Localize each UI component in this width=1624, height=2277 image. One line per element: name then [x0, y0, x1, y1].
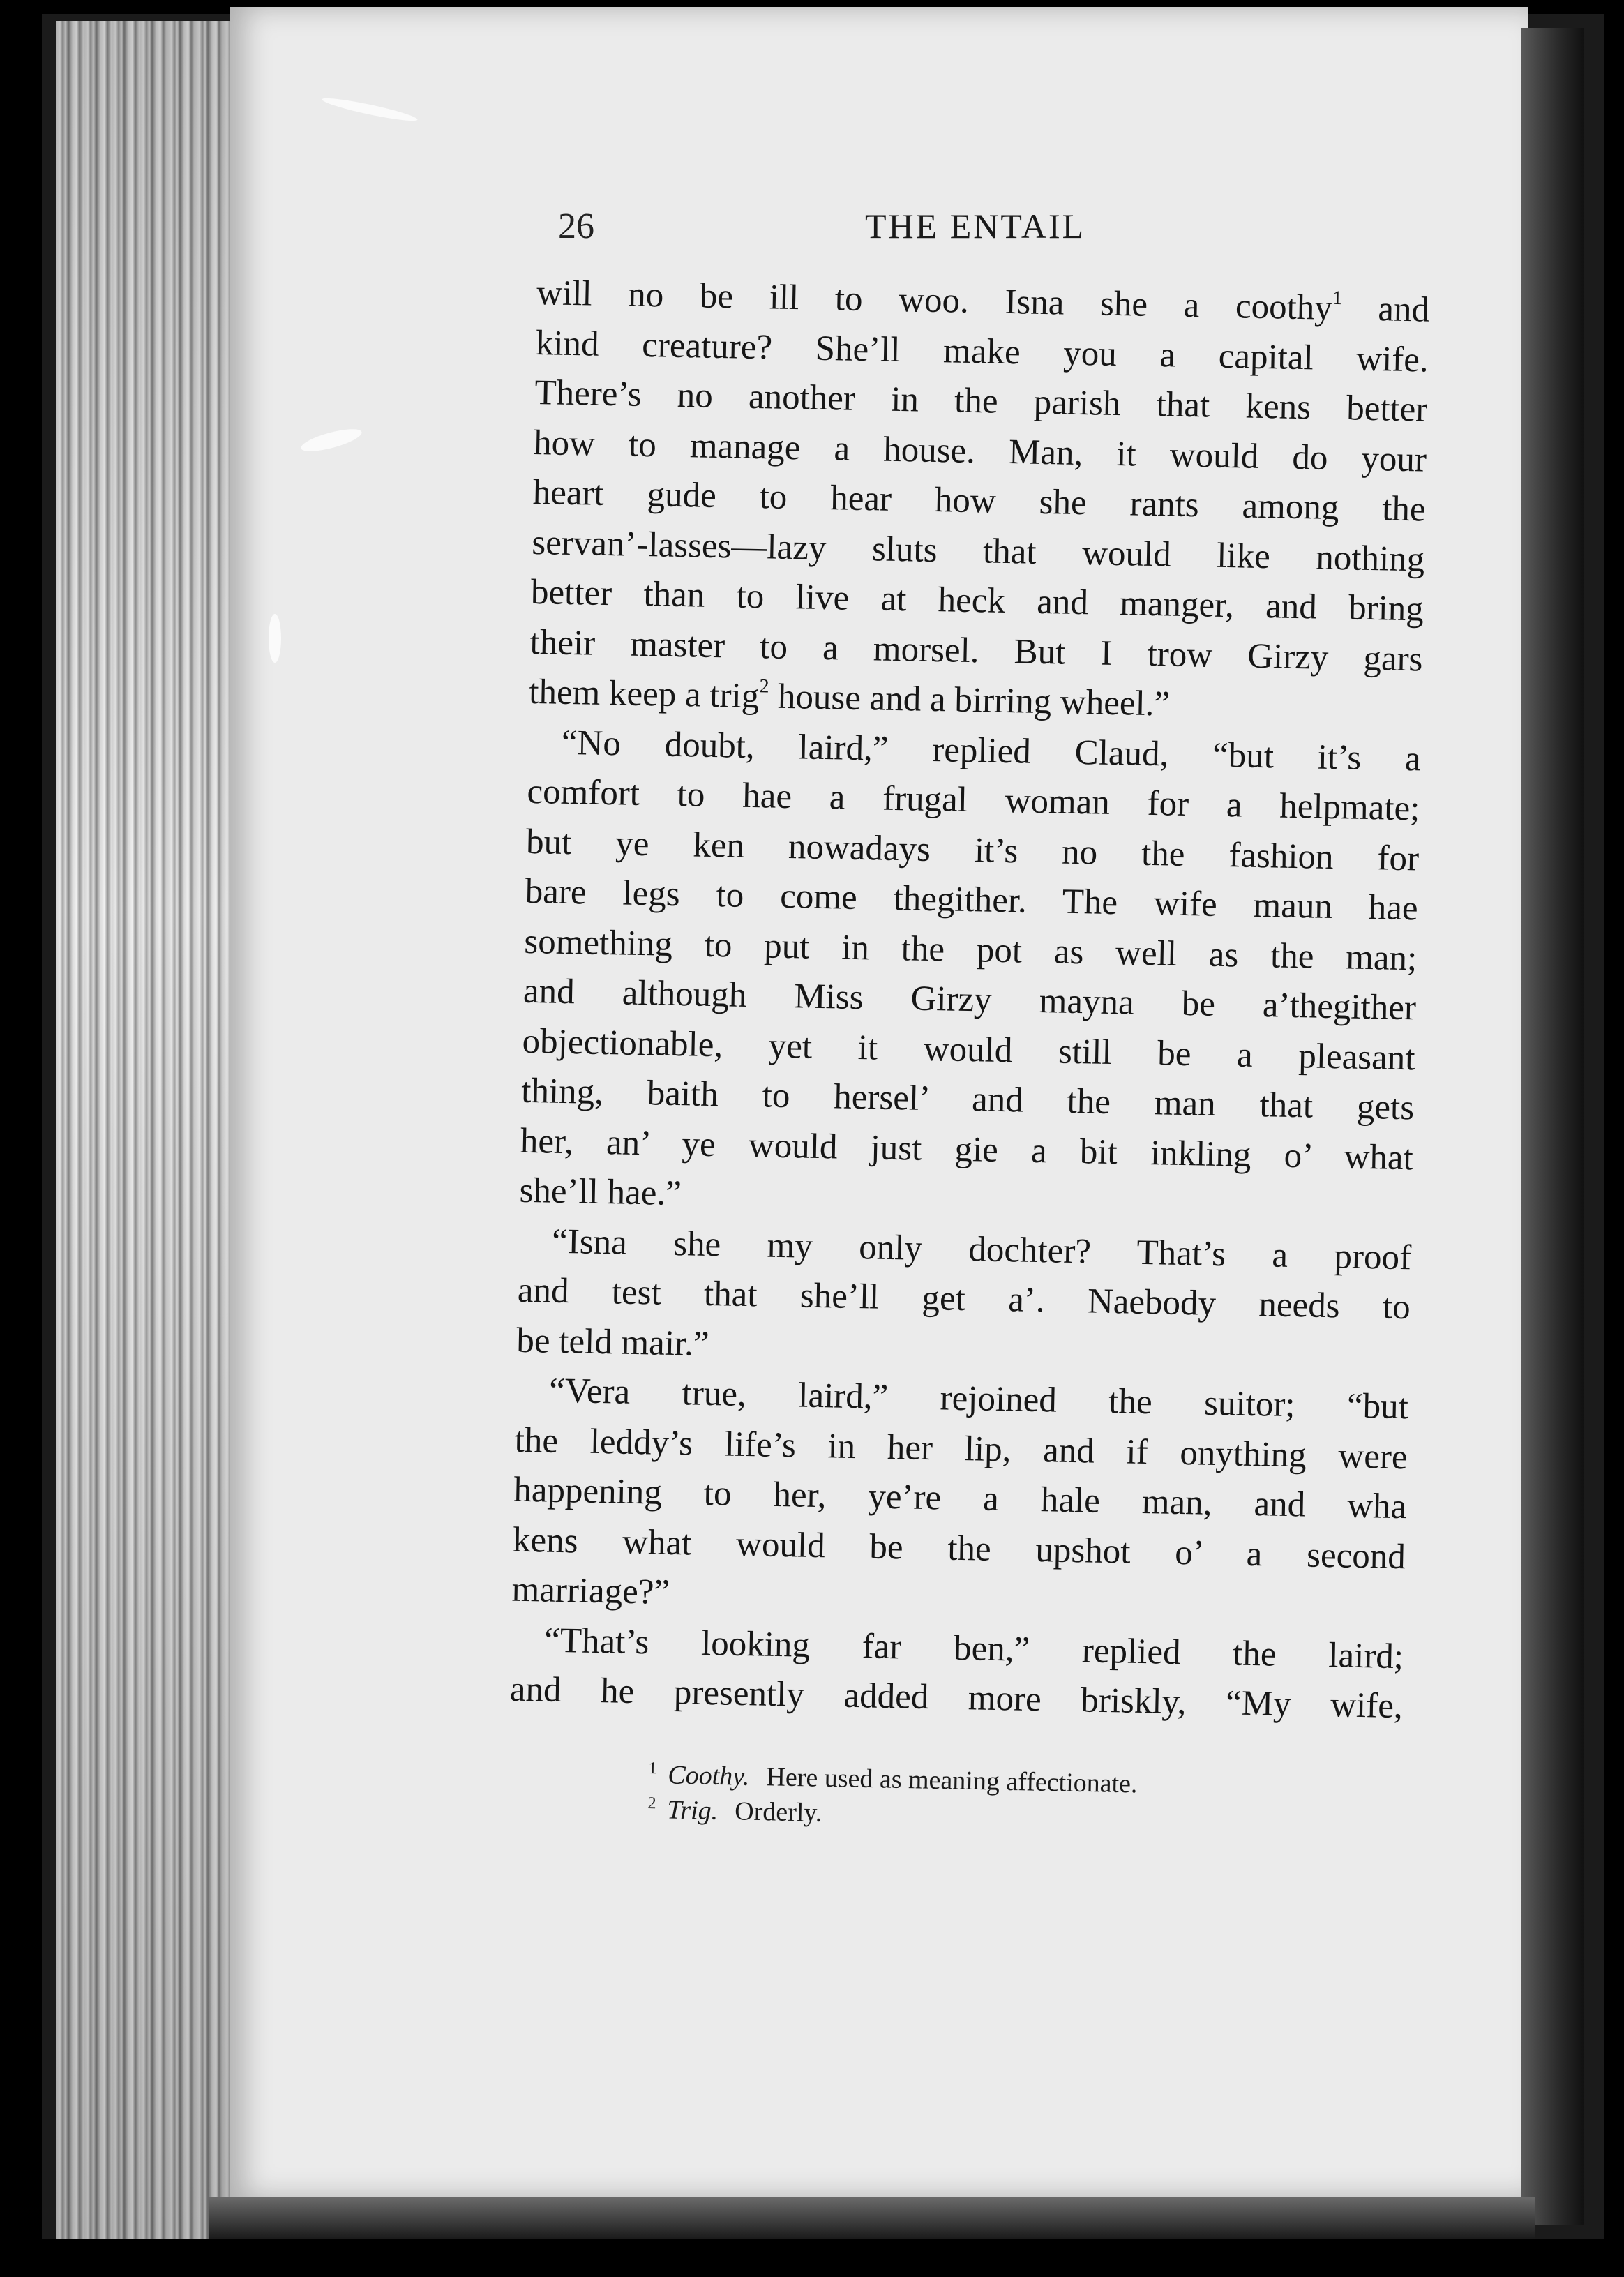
text-line: the leddy’s life’s in her lip, and if onything were: [514, 1420, 1408, 1477]
text-line: marriage?”: [511, 1570, 670, 1612]
text-line: objectionable, yet it would still be a pleasant: [522, 1021, 1416, 1078]
footnote-text: Here used as meaning affectionate.: [766, 1762, 1138, 1799]
text-line: comfort to hae a frugal woman for a helpmate;: [527, 772, 1420, 829]
text-line: and although Miss Girzy mayna be a’thegither: [522, 971, 1417, 1028]
footnote-mark: 1: [648, 1759, 657, 1778]
text-line: she’ll hae.”: [519, 1171, 682, 1214]
text-line: their master to a morsel. But I trow Girzy gars: [529, 622, 1424, 679]
text-line: something to put in the pot as well as the man;: [523, 922, 1418, 978]
running-head: [537, 206, 1430, 255]
facing-page-shadow: [1521, 28, 1584, 2225]
text-line: better than to live at heck and manger, and bring: [530, 572, 1424, 629]
page-number: 26: [558, 206, 594, 246]
page-bottom-shadow: [209, 2197, 1535, 2239]
text-line: kens what would be the upshot o’ a second: [512, 1520, 1406, 1577]
text-line: bare legs to come thegither. The wife maun hae: [525, 871, 1419, 929]
footnote-ref: 2: [759, 675, 769, 698]
text-line: There’s no another in the parish that kens better: [534, 373, 1428, 430]
footnote-term: Coothy.: [667, 1760, 750, 1791]
footnote-term: Trig.: [666, 1795, 719, 1826]
running-title: THE ENTAIL: [865, 206, 1086, 246]
footnote-ref: 1: [1332, 287, 1343, 310]
text-line: “That’s looking far ben,” replied the laird;: [543, 1621, 1404, 1676]
text-line: and he presently added more briskly, “My wife,: [509, 1669, 1404, 1727]
text-line: how to manage a house. Man, it would do your: [533, 423, 1427, 480]
text-line: “Isna she my only dochter? That’s a proof: [551, 1222, 1412, 1277]
text-line: them keep a trig$^2$ house and a birring wheel.”: [528, 672, 1171, 724]
paper-speck: [269, 614, 281, 663]
text-line: be teld mair.”: [516, 1321, 710, 1364]
footnote-mark: 2: [647, 1794, 656, 1813]
text-line: kind creature? She’ll make you a capital wife.: [535, 323, 1429, 380]
text-line: servan’-lasses—lazy sluts that would like nothing: [531, 523, 1425, 579]
text-line: happening to her, ye’re a hale man, and wha: [513, 1470, 1407, 1527]
text-line: and test that she’ll get a’. Naebody needs to: [517, 1270, 1411, 1328]
footnotes: [647, 1751, 1416, 1835]
text-line: “No doubt, laird,” replied Claud, “but it’s a: [561, 723, 1422, 779]
footnote-text: Orderly.: [734, 1796, 822, 1828]
text-line: her, an’ ye would just gie a bit inkling o’ what: [520, 1121, 1414, 1178]
text-line: heart gude to hear how she rants among the: [532, 472, 1427, 529]
text-line: thing, baith to hersel’ and the man that gets: [520, 1071, 1415, 1128]
body-text: [509, 269, 1430, 1732]
page-stack-edges: [56, 21, 237, 2239]
text-line: “Vera true, laird,” rejoined the suitor; “but: [548, 1371, 1409, 1427]
text-line: will no be ill to woo. Isna she a coothy$^1$ and: [536, 273, 1430, 330]
text-line: but ye ken nowadays it’s no the fashion for: [525, 822, 1420, 878]
